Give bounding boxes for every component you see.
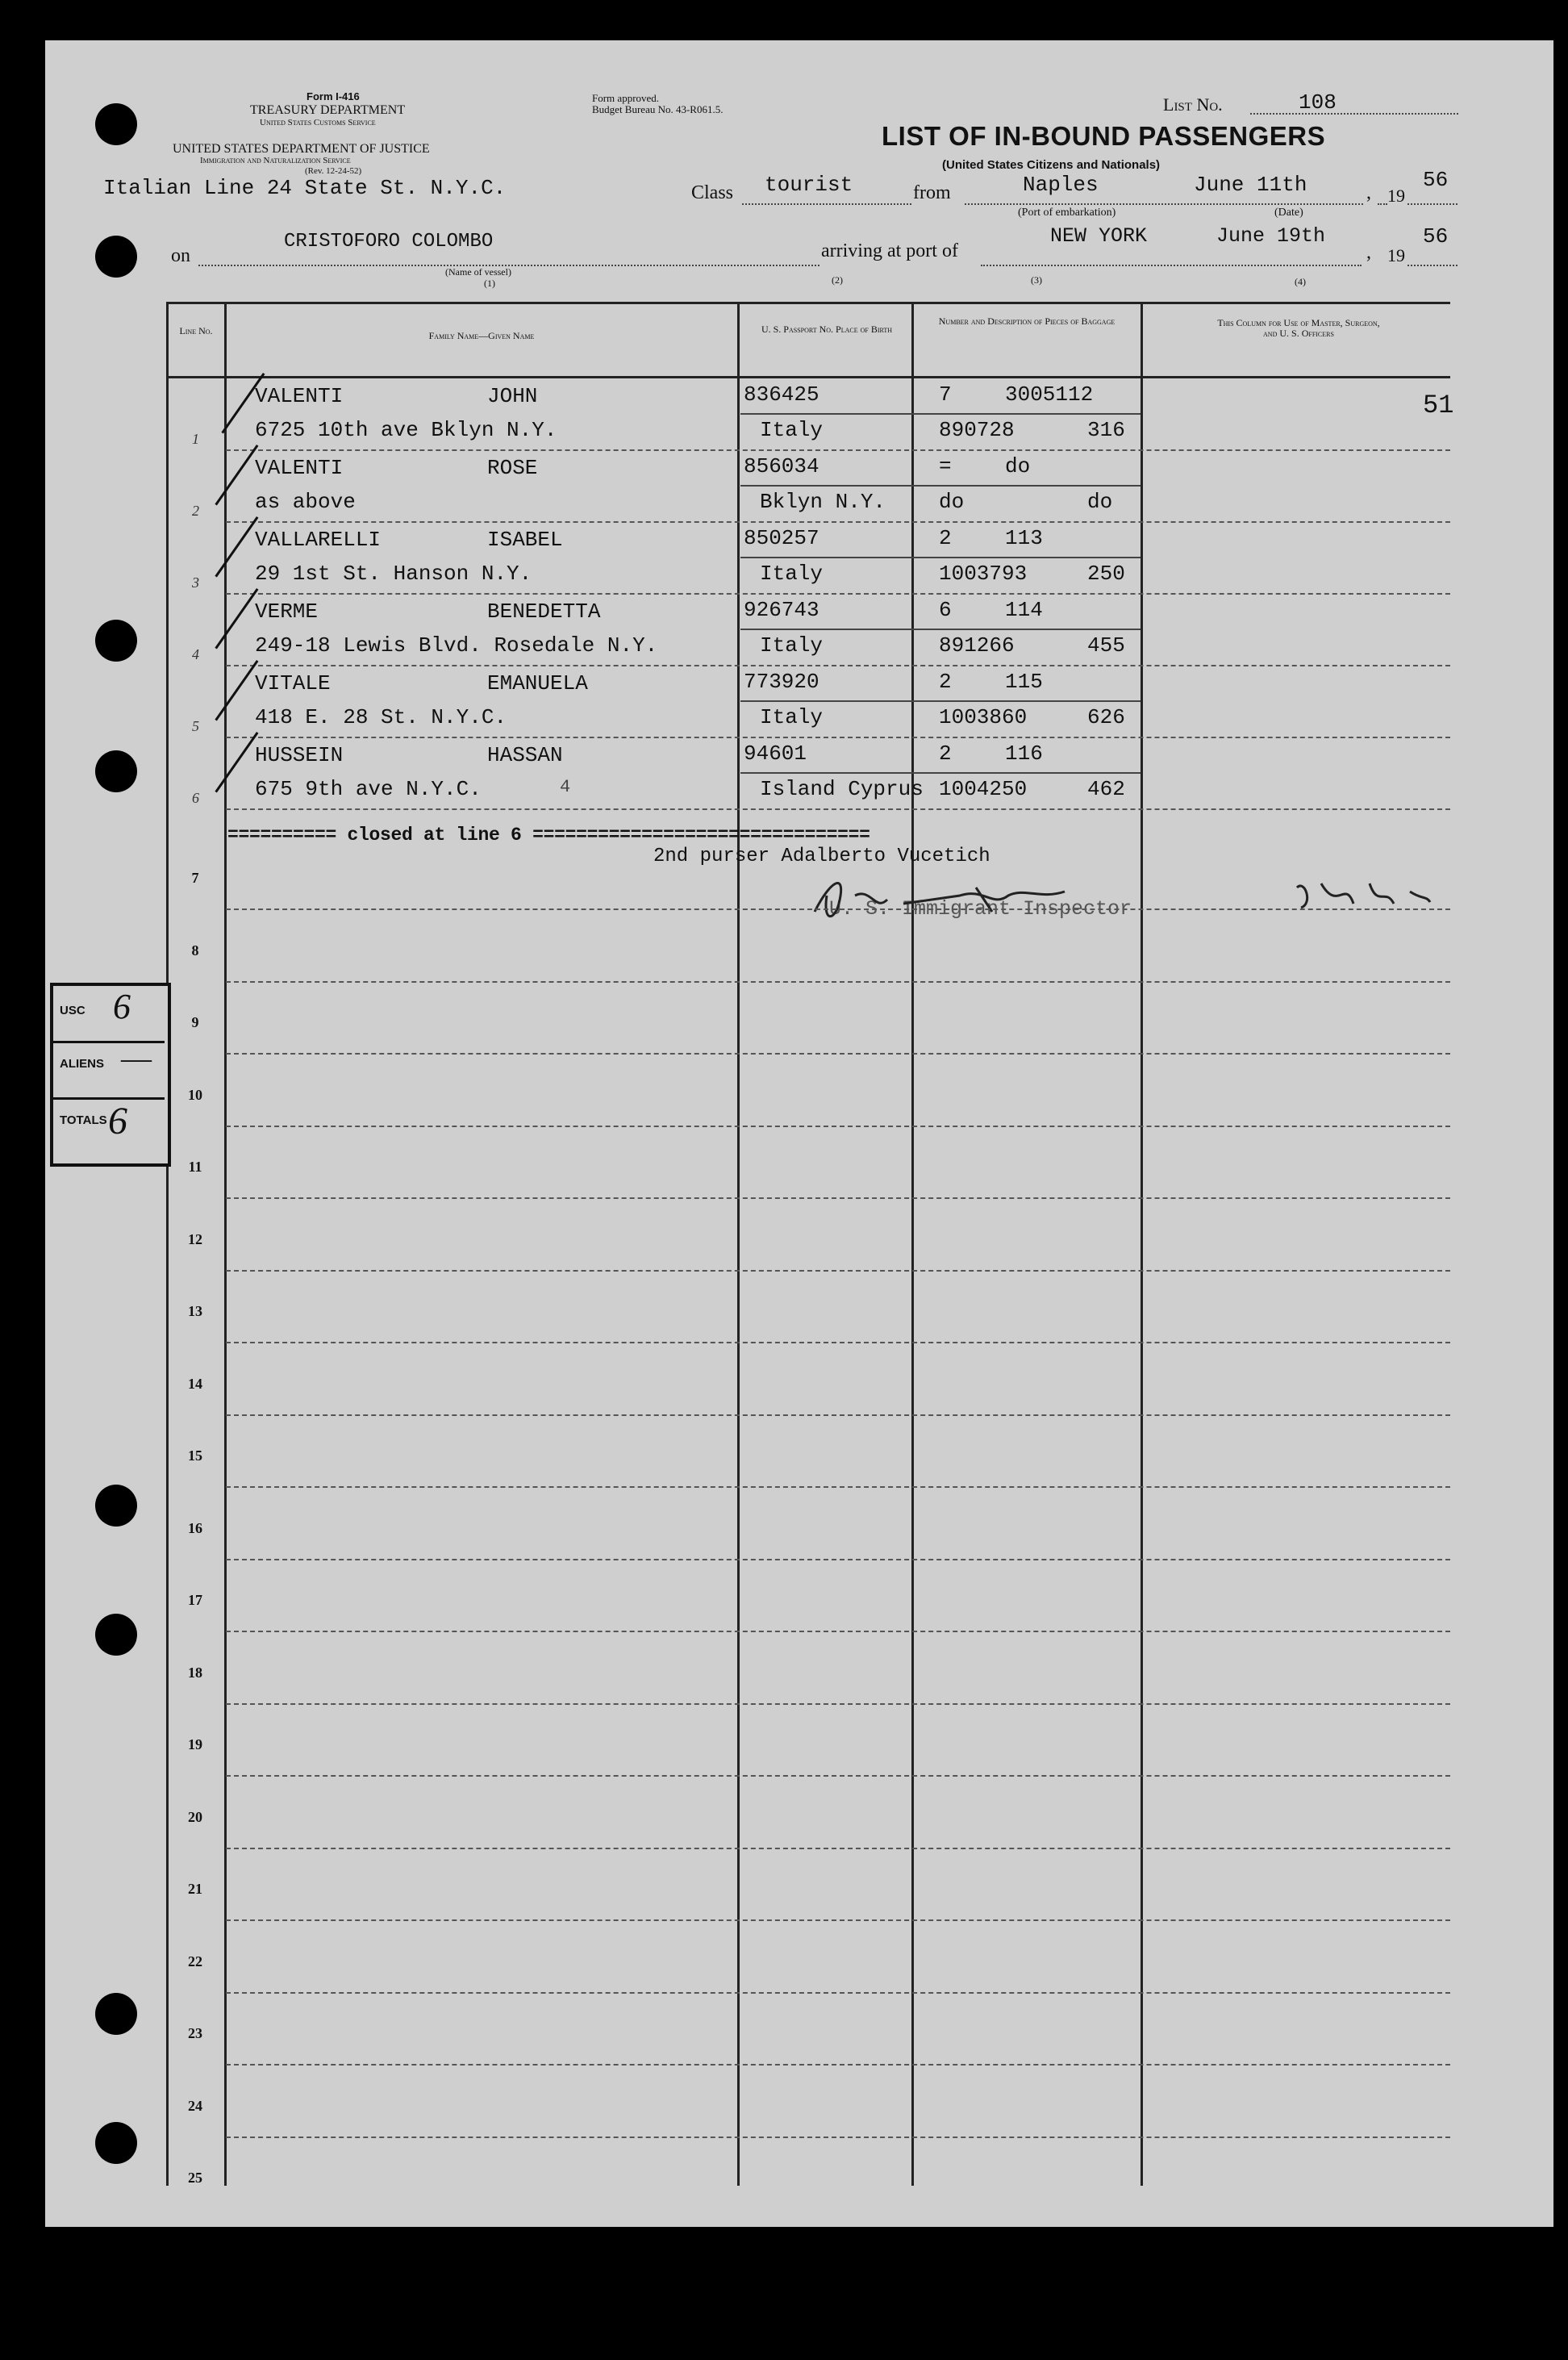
punch-hole: [95, 103, 137, 145]
col-header-officers: This Column for Use of Master, Surgeon, and U. S. Officers: [1217, 317, 1380, 339]
punch-hole: [95, 236, 137, 278]
baggage-tag-b: 1003793: [939, 562, 1028, 586]
from-year-comma: ,: [1366, 182, 1371, 203]
line-number: 19: [188, 1736, 202, 1752]
col-header-name: Family Name—Given Name: [428, 330, 535, 341]
form-approved: Form approved.: [592, 92, 660, 104]
arrive-year-value: 56: [1423, 224, 1449, 249]
arrive-year-comma: ,: [1366, 242, 1371, 263]
officer-note: 51: [1423, 391, 1454, 420]
list-no-value: 108: [1299, 90, 1337, 115]
row-number: 4: [192, 646, 199, 662]
row-rule: [226, 449, 1450, 451]
row-rule: [226, 665, 1450, 666]
baggage-tag-a: 113: [1005, 526, 1043, 550]
given-name: ROSE: [487, 456, 538, 480]
passport-no: 850257: [744, 526, 819, 550]
given-name: ISABEL: [487, 528, 563, 552]
customs-label: United States Customs Service: [260, 118, 376, 127]
arrive-year-line: [1407, 265, 1457, 266]
from-year-value: 56: [1423, 168, 1449, 192]
row-rule: [226, 1775, 1450, 1777]
baggage-count: 2: [939, 526, 952, 550]
row-rule: [226, 2137, 1450, 2138]
tally-aliens-value: —: [121, 1042, 152, 1076]
given-name: EMANUELA: [487, 671, 588, 695]
passport-no: 926743: [744, 598, 819, 622]
baggage-tag-a: do: [1005, 454, 1031, 478]
officer-initials: [1289, 871, 1434, 920]
on-label: on: [171, 245, 190, 266]
date-caption: (Date): [1274, 207, 1303, 219]
place-of-birth: Italy: [760, 705, 824, 729]
address: 675 9th ave N.Y.C.: [255, 777, 482, 801]
arriving-label: arriving at port of: [821, 240, 958, 261]
baggage-tag-c: 455: [1087, 633, 1125, 658]
row-rule: [226, 1992, 1450, 1994]
line-number: 25: [188, 2170, 202, 2186]
from-line: [965, 203, 1363, 205]
tally-usc-label: USC: [60, 1004, 85, 1017]
year-line: [1378, 203, 1387, 205]
table-border-left: [166, 302, 169, 2186]
row-rule: [226, 1126, 1450, 1127]
row-number: 2: [192, 503, 199, 519]
punch-hole: [95, 1993, 137, 2035]
col-divider-passport: [911, 302, 914, 2186]
line-number: 8: [191, 942, 199, 959]
line-number: 22: [188, 1953, 202, 1969]
page-title: LIST OF IN-BOUND PASSENGERS: [882, 121, 1326, 151]
row-rule: [226, 1631, 1450, 1632]
line-number: 24: [188, 2097, 202, 2114]
year-line-2: [1407, 203, 1457, 205]
col-no-1: (1): [484, 278, 495, 289]
family-name: VITALE: [255, 671, 331, 695]
inspector-label: U. S. Immigrant Inspector: [829, 897, 1132, 921]
tally-usc-value: 6: [113, 987, 131, 1026]
shipping-agent: Italian Line 24 State St. N.Y.C.: [103, 176, 507, 200]
row-number: 5: [192, 718, 199, 734]
closed-line: ========== closed at line 6 ===============================: [227, 825, 870, 846]
row-rule: [226, 1414, 1450, 1416]
baggage-tag-b: do: [939, 490, 965, 514]
arrive-year-prefix: 19: [1387, 245, 1405, 265]
baggage-tag-a: 116: [1005, 741, 1043, 766]
line-number: 7: [191, 870, 199, 886]
budget-bureau: Budget Bureau No. 43-R061.5.: [592, 103, 724, 115]
address: 249-18 Lewis Blvd. Rosedale N.Y.: [255, 633, 658, 658]
given-name: HASSAN: [487, 743, 563, 767]
list-no-label: List No.: [1163, 94, 1223, 115]
tally-total-label: TOTALS: [60, 1113, 107, 1127]
row-rule: [226, 981, 1450, 983]
baggage-count: =: [939, 454, 952, 478]
baggage-tag-c: do: [1087, 490, 1113, 514]
col-divider-line: [224, 302, 227, 2186]
header-bottom-rule: [166, 376, 1450, 378]
given-name: JOHN: [487, 384, 538, 408]
class-label: Class: [691, 182, 734, 203]
row-mid-rule: [740, 629, 1141, 630]
place-of-birth: Italy: [760, 418, 824, 442]
from-date: June 11th: [1194, 173, 1307, 197]
baggage-tag-b: 1004250: [939, 777, 1028, 801]
row-rule: [226, 521, 1450, 523]
line-number: 23: [188, 2025, 202, 2041]
row-rule: [226, 1559, 1450, 1560]
line-number: 17: [188, 1592, 202, 1608]
family-name: VALENTI: [255, 456, 344, 480]
list-no-line: [1250, 113, 1458, 115]
row-rule: [226, 737, 1450, 738]
row-mid-rule: [740, 700, 1141, 702]
row-mid-rule: [740, 485, 1141, 487]
row-rule: [226, 1197, 1450, 1199]
punch-hole: [95, 1485, 137, 1527]
baggage-tag-b: 891266: [939, 633, 1015, 658]
line-number: 14: [188, 1375, 202, 1392]
port-embark-caption: (Port of embarkation): [1018, 207, 1116, 219]
family-name: VERME: [255, 599, 319, 624]
row-rule: [226, 1848, 1450, 1849]
form-number: Form I-416: [307, 90, 360, 102]
col-no-3: (3): [1031, 274, 1042, 286]
address: as above: [255, 490, 356, 514]
revision-label: (Rev. 12-24-52): [305, 166, 362, 176]
baggage-tag-a: 3005112: [1005, 382, 1094, 407]
baggage-tag-c: 626: [1087, 705, 1125, 729]
line-number: 16: [188, 1519, 202, 1536]
arrive-line: [981, 265, 1362, 266]
address: 6725 10th ave Bklyn N.Y.: [255, 418, 557, 442]
col-header-passport: U. S. Passport No. Place of Birth: [761, 324, 893, 335]
place-of-birth: Island Cyprus: [760, 777, 924, 801]
vessel-name: CRISTOFORO COLOMBO: [284, 231, 494, 253]
punch-hole: [95, 2122, 137, 2164]
address-note: 4: [560, 777, 571, 797]
passport-no: 836425: [744, 382, 819, 407]
col-no-2: (2): [832, 274, 843, 286]
tally-divider-2: [50, 1097, 165, 1100]
row-number: 3: [192, 574, 199, 591]
arrive-port: NEW YORK: [1050, 224, 1148, 248]
baggage-tag-c: 316: [1087, 418, 1125, 442]
line-number: 9: [191, 1014, 199, 1030]
row-number: 6: [192, 790, 199, 806]
given-name: BENEDETTA: [487, 599, 601, 624]
line-number: 15: [188, 1447, 202, 1464]
baggage-tag-b: 890728: [939, 418, 1015, 442]
place-of-birth: Italy: [760, 633, 824, 658]
family-name: VALENTI: [255, 384, 344, 408]
col-divider-name: [737, 302, 740, 2186]
col-header-baggage: Number and Description of Pieces of Baggage: [938, 315, 1116, 327]
row-rule: [226, 1342, 1450, 1343]
ins-label: Immigration and Naturalization Service: [200, 156, 351, 165]
row-mid-rule: [740, 413, 1141, 415]
line-number: 13: [188, 1303, 202, 1319]
row-rule: [226, 908, 1450, 910]
class-line: [742, 203, 911, 205]
treasury-label: TREASURY DEPARTMENT: [250, 103, 406, 117]
row-rule: [226, 808, 1450, 810]
tally-aliens-label: ALIENS: [60, 1057, 105, 1071]
row-mid-rule: [740, 557, 1141, 558]
passport-no: 773920: [744, 670, 819, 694]
col-no-4: (4): [1295, 276, 1306, 287]
line-number: 20: [188, 1808, 202, 1825]
place-of-birth: Bklyn N.Y.: [760, 490, 886, 514]
tally-total-value: 6: [108, 1100, 127, 1142]
family-name: HUSSEIN: [255, 743, 344, 767]
page-subtitle: (United States Citizens and Nationals): [942, 158, 1161, 172]
row-rule: [226, 1703, 1450, 1705]
row-number: 1: [192, 431, 199, 447]
row-rule: [226, 1486, 1450, 1488]
from-port: Naples: [1023, 173, 1099, 197]
from-label: from: [913, 182, 951, 203]
row-rule: [226, 1919, 1450, 1921]
baggage-tag-a: 115: [1005, 670, 1043, 694]
line-number: 18: [188, 1664, 202, 1681]
baggage-tag-b: 1003860: [939, 705, 1028, 729]
line-number: 11: [188, 1159, 202, 1175]
passport-no: 94601: [744, 741, 807, 766]
row-mid-rule: [740, 772, 1141, 774]
place-of-birth: Italy: [760, 562, 824, 586]
baggage-count: 2: [939, 741, 952, 766]
col-divider-baggage: [1141, 302, 1143, 2186]
address: 29 1st St. Hanson N.Y.: [255, 562, 532, 586]
baggage-tag-c: 462: [1087, 777, 1125, 801]
col-header-line: Line No.: [179, 325, 213, 336]
baggage-tag-a: 114: [1005, 598, 1043, 622]
family-name: VALLARELLI: [255, 528, 382, 552]
passport-no: 856034: [744, 454, 819, 478]
baggage-count: 6: [939, 598, 952, 622]
line-number: 21: [188, 1881, 202, 1897]
inspector-signature: [799, 863, 1202, 936]
row-rule: [226, 1270, 1450, 1272]
address: 418 E. 28 St. N.Y.C.: [255, 705, 507, 729]
row-rule: [226, 1053, 1450, 1055]
punch-hole: [95, 750, 137, 792]
from-year-prefix: 19: [1387, 186, 1405, 206]
baggage-count: 2: [939, 670, 952, 694]
punch-hole: [95, 1614, 137, 1656]
punch-hole: [95, 620, 137, 662]
arrive-date: June 19th: [1216, 224, 1326, 248]
baggage-tag-c: 250: [1087, 562, 1125, 586]
vessel-caption: (Name of vessel): [445, 266, 511, 278]
baggage-count: 7: [939, 382, 952, 407]
justice-label: UNITED STATES DEPARTMENT OF JUSTICE: [173, 142, 430, 156]
line-number: 12: [188, 1230, 202, 1247]
purser-signature: 2nd purser Adalberto Vucetich: [653, 846, 990, 867]
class-value: tourist: [765, 173, 853, 197]
row-rule: [226, 593, 1450, 595]
line-number: 10: [188, 1086, 202, 1103]
row-rule: [226, 2064, 1450, 2066]
